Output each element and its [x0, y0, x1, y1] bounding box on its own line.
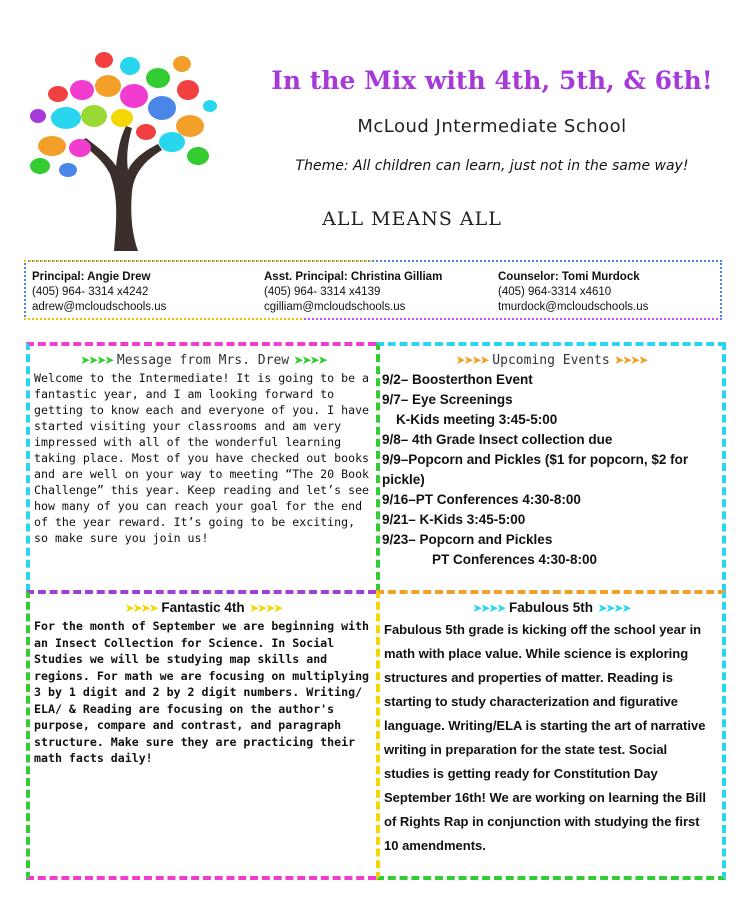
contact-email: adrew@mcloudschools.us — [32, 301, 167, 313]
contact-asst-principal — [264, 270, 442, 315]
events-heading — [380, 352, 722, 368]
fourth-grade-section — [26, 590, 376, 880]
arrow-icon: ➤➤➤➤ — [249, 601, 282, 615]
arrow-icon: ➤➤➤➤ — [80, 353, 113, 367]
fifth-body: Fabulous 5th grade is kicking off the school year in math with place value. While science is exploring structures and properties of matter. Reading is starting to study characterization and figurative language. Writing/ELA is starting the art of narrative writing in preparation for the state test. Social studies is getting ready for Constitution Day September 16th! We are working on learning the Bill of Rights Rap in conjunction with studying the first 10 amendments. — [384, 622, 706, 853]
event-item: 9/21– K-Kids 3:45-5:00 — [382, 512, 526, 527]
arrow-icon: ➤➤➤➤ — [293, 353, 326, 367]
contact-email: cgilliam@mcloudschools.us — [264, 301, 406, 313]
staff-contacts — [24, 260, 722, 320]
event-item: 9/23– Popcorn and Pickles — [382, 532, 553, 547]
fifth-grade-section — [376, 590, 726, 880]
message-body: Welcome to the Intermediate! It is going to be a fantastic year, and I am looking forward to getting to know each and everyone of you. I have started visiting your classrooms and am very impressed with all of the wonderful learning taking place. Most of you have checked out books and are well on your way to meeting “The 20 Book Challenge” this year. Keep reading and let’s see how many of you can reach your goal for the end of the year reward. It’s going to be exciting, so make sure you join us! — [34, 371, 370, 545]
hand-tree-icon — [22, 46, 222, 251]
event-item: 9/2– Boosterthon Event — [382, 372, 533, 387]
fourth-heading — [30, 600, 376, 616]
message-section — [26, 342, 376, 592]
arrow-icon: ➤➤➤➤ — [614, 353, 647, 367]
arrow-icon: ➤➤➤➤ — [472, 601, 505, 615]
fourth-body: For the month of September we are beginning with an Insect Collection for Science. In Social Studies we will be studying map skills and regions. For math we are focusing on multiplying 3 by 1 digit and 2 by 2 digit numbers. Writing/ ELA/ & Reading are focusing on the author's purpose, compare and contrast, and paragraph structure. Make sure they are practicing their math facts daily! — [34, 619, 370, 765]
events-list — [382, 370, 722, 570]
fifth-heading-text: Fabulous 5th — [509, 600, 593, 615]
event-item: 9/16–PT Conferences 4:30-8:00 — [382, 492, 581, 507]
event-item: 9/9–Popcorn and Pickles ($1 for popcorn, $2 for pickle) — [382, 452, 689, 487]
arrow-icon: ➤➤➤➤ — [124, 601, 157, 615]
school-name: McLoud Jntermediate School — [357, 116, 627, 137]
event-item: 9/8– 4th Grade Insect collection due — [382, 432, 613, 447]
contact-role: Principal: Angie Drew — [32, 271, 151, 283]
events-section — [376, 342, 726, 592]
event-item: K-Kids meeting 3:45-5:00 — [396, 412, 558, 427]
theme-statement: Theme: All children can learn, just not in the same way! — [295, 158, 689, 174]
contact-principal — [32, 270, 166, 315]
fifth-heading — [380, 600, 722, 616]
event-item: 9/7– Eye Screenings — [382, 392, 513, 407]
contact-role: Asst. Principal: Christina Gilliam — [264, 271, 443, 283]
contact-phone: (405) 964- 3314 x4139 — [264, 286, 381, 298]
contact-counselor — [498, 270, 648, 315]
contact-phone: (405) 964- 3314 x4242 — [32, 286, 149, 298]
contact-phone: (405) 964-3314 x4610 — [498, 286, 612, 298]
message-heading — [30, 352, 376, 368]
contact-role: Counselor: Tomi Murdock — [498, 271, 640, 283]
motto: ALL MEANS ALL — [322, 208, 502, 230]
arrow-icon: ➤➤➤➤ — [455, 353, 488, 367]
message-heading-text: Message from Mrs. Drew — [116, 353, 290, 368]
contact-email: tmurdock@mcloudschools.us — [498, 301, 649, 313]
fourth-heading-text: Fantastic 4th — [161, 600, 245, 615]
events-heading-text: Upcoming Events — [492, 353, 610, 368]
newsletter-title: In the Mix with 4th, 5th, & 6th! — [271, 66, 713, 95]
arrow-icon: ➤➤➤➤ — [597, 601, 630, 615]
event-item: PT Conferences 4:30-8:00 — [432, 552, 598, 567]
